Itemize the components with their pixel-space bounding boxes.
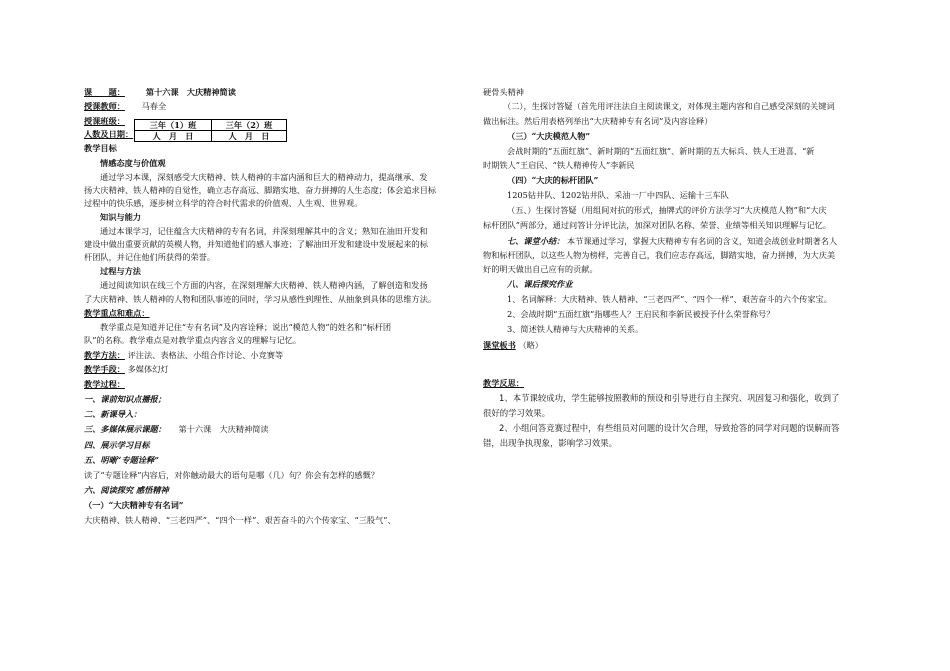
class-table bbox=[134, 119, 287, 142]
paragraph-line: 通过阅读知识在线三个方面的内容，在深刻理解大庆精神、铁人精神内涵，了解创造和发扬 bbox=[100, 280, 428, 290]
count-label: 人数及日期： bbox=[84, 129, 134, 139]
goal-subheading: 过程与方法 bbox=[100, 266, 141, 276]
topic-label: 课 题： bbox=[84, 87, 125, 97]
goal-subheading: 情感态度与价值观 bbox=[100, 158, 166, 168]
reflection-heading: 教学反思： bbox=[483, 378, 524, 388]
step-line: 一、课前知识点播报； bbox=[84, 394, 166, 404]
paragraph-line: 会战时期的“五面红旗”、新时期的“五面红旗”、新时期的五大标兵、铁人王进喜、“新 bbox=[507, 146, 815, 156]
paragraph-line: 教学重点是知道并记住“专有名词”及内容诠释；说出“模范人物”的姓名和“标杆团 bbox=[100, 322, 392, 332]
paragraph-line: 硬骨头精神 bbox=[483, 87, 524, 97]
homework-item: 3、简述铁人精神与大庆精神的关系。 bbox=[507, 324, 644, 334]
paragraph-line: 通过学习本课，深刻感受大庆精神、铁人精神的丰富内涵和巨大的精神动力，提高继承、发 bbox=[100, 172, 428, 182]
step3-value: 第十六课 大庆精神简读 bbox=[178, 424, 269, 434]
step-line: 四、展示学习目标 bbox=[84, 440, 150, 450]
paragraph-line: 扬大庆精神、铁人精神的自觉性，确立志存高远、脚踏实地、奋力拼搏的人生态度；体会追求目标 bbox=[84, 185, 437, 195]
paragraph-line: 过程中的快乐感，逐步树立科学的符合时代需求的价值观、人生观、世界观。 bbox=[84, 198, 363, 208]
paragraph-line: 大庆精神、铁人精神、“三老四严”、“四个一样”、艰苦奋斗的六个传家宝、“三股气”、 bbox=[84, 515, 396, 525]
class-label: 授课班级： bbox=[84, 116, 125, 126]
paragraph-line: 读了“专题诠释”内容后，对你触动最大的语句是哪（几）句？你会有怎样的感慨？ bbox=[84, 470, 379, 480]
summary-line: 本节课通过学习，掌握大庆精神专有名词的含义，知道会战创业时期著名人 bbox=[566, 236, 838, 246]
paragraph-line: 杆团队，并记住他们所获得的荣誉。 bbox=[84, 252, 216, 262]
key-label: 教学重点和难点： bbox=[84, 308, 150, 318]
paragraph-line: 时期铁人”王启民、“铁人精神传人”李新民 bbox=[483, 160, 635, 170]
method-label: 教学方法： bbox=[84, 350, 125, 360]
class-cell: 三年（2）班 bbox=[212, 120, 287, 131]
part-heading: （三）“大庆模范人物” bbox=[507, 131, 591, 141]
paragraph-line: 建设中做出重要贡献的英模人物，并知道他们的感人事迹；了解油田开发和建设中发展起来的标 bbox=[84, 239, 428, 249]
paragraph-line: 了大庆精神、铁人精神的人物和团队事迹的同时，学习从感性到理性、从抽象到具体的思维方法。 bbox=[84, 294, 437, 304]
date-cell: 人 月 日 bbox=[135, 131, 212, 142]
reflection-line: 1、本节课较成功，学生能够按照教师的预设和引导进行自主探究、巩固复习和强化，收到了 bbox=[499, 393, 840, 403]
paragraph-line: 1205钻井队、1202钻井队、采油一厂中四队、运输十三车队 bbox=[507, 190, 729, 200]
step-line: 五、明晰“专题诠释” bbox=[84, 455, 159, 465]
goal-subheading: 知识与能力 bbox=[100, 212, 141, 222]
method-value: 评注法、表格法、小组合作讨论、小竞赛等 bbox=[127, 350, 284, 360]
paragraph-line: 标杆团队”两部分，通过问答计分评比法，加深对团队名称、荣誉、业绩等相关知识理解与记忆。 bbox=[483, 220, 832, 230]
step-line: 三、多媒体展示课题： bbox=[84, 424, 166, 434]
date-cell: 人 月 日 bbox=[212, 131, 287, 142]
process-heading: 教学过程： bbox=[84, 379, 125, 389]
step-line: 二、新课导入： bbox=[84, 409, 142, 419]
teacher-value: 马春全 bbox=[141, 101, 167, 111]
step-line: 六、阅读探究 感悟精神 bbox=[84, 485, 169, 495]
teacher-label: 授课教师： bbox=[84, 101, 125, 111]
part-heading: （四）“大庆的标杆团队” bbox=[507, 175, 599, 185]
summary-line: 物和标杆团队，以这些人物为榜样，完善自己，我们应志存高远，脚踏实地，奋力拼搏，为大庆美 bbox=[483, 250, 836, 260]
board-value: （略） bbox=[518, 340, 543, 350]
reflection-line: 很好的学习效果。 bbox=[483, 408, 550, 418]
summary-line: 好的明天做出自己应有的贡献。 bbox=[483, 264, 598, 274]
summary-label: 七、课堂小结： bbox=[507, 236, 565, 246]
homework-heading: 八、课后探究作业 bbox=[507, 279, 573, 289]
means-value: 多媒体幻灯 bbox=[127, 364, 169, 374]
part-heading: （一）“大庆精神专有名词” bbox=[84, 500, 184, 510]
topic-value: 第十六课 大庆精神简读 bbox=[145, 87, 236, 97]
paragraph-line: （二），生探讨答疑（首先用评注法自主阅读课文，对体现主题内容和自己感受深刻的关键词 bbox=[503, 101, 835, 111]
paragraph-line: 做出标注。然后用表格列举出“大庆精神专有名词”及内容诠释） bbox=[483, 116, 713, 126]
homework-item: 2、会战时期“五面红旗”指哪些人？王启民和李新民被授予什么荣誉称号？ bbox=[507, 309, 775, 319]
paragraph-line: （五、）生探讨答疑（用组间对抗的形式，抽牌式的评价方法学习“大庆模范人物”和“大庆 bbox=[507, 205, 827, 215]
reflection-line: 错，出现争执现象，影响学习效果。 bbox=[483, 438, 617, 448]
means-label: 教学手段： bbox=[84, 364, 125, 374]
paragraph-line: 队”的名称。教学难点是对教学重点内容含义的理解与记忆。 bbox=[84, 335, 302, 345]
goals-heading: 教学目标 bbox=[84, 143, 117, 153]
reflection-line: 2、小组问答竞赛过程中，有些组员对问题的设计欠合理，导致抢答的同学对问题的误解而答 bbox=[499, 423, 840, 433]
board-label: 课堂板书 bbox=[483, 340, 516, 350]
homework-item: 1、名词解释：大庆精神、铁人精神、“三老四严”、“四个一样”、艰苦奋斗的六个传家宝。 bbox=[507, 294, 832, 304]
class-cell: 三年（1）班 bbox=[135, 120, 212, 131]
paragraph-line: 通过本课学习，记住蕴含大庆精神的专有名词，并深刻理解其中的含义；熟知在油田开发和 bbox=[100, 226, 428, 236]
